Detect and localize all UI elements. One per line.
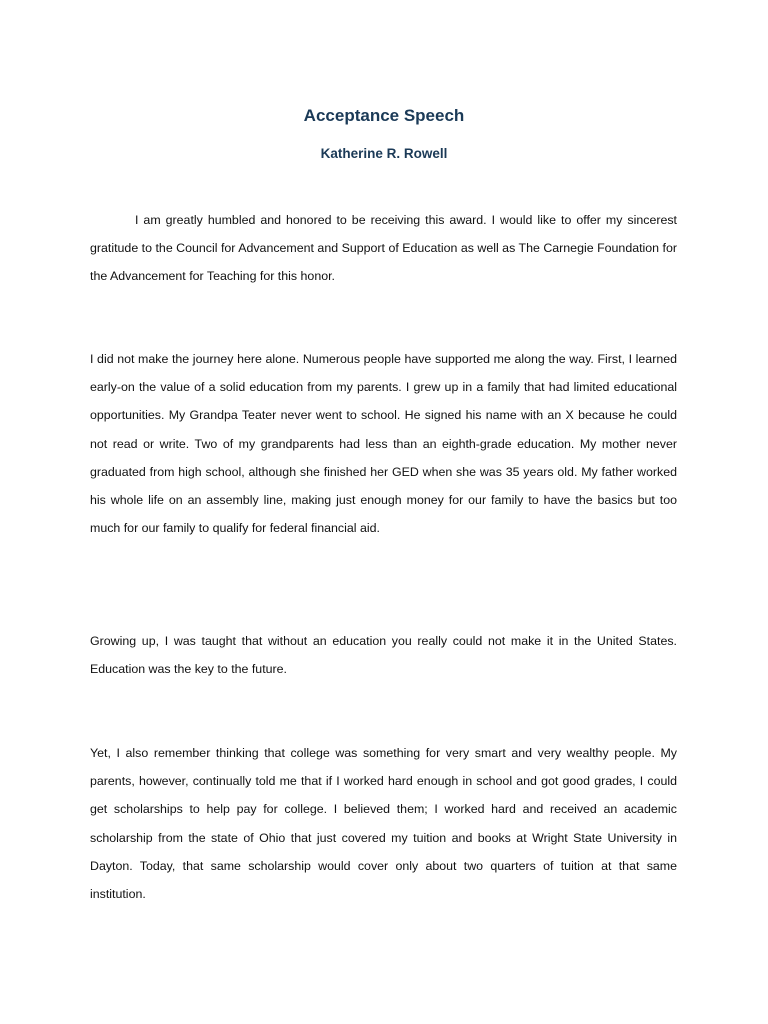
page-title: Acceptance Speech [303, 106, 465, 125]
paragraph-growing-up: Growing up, I was taught that without an education you really could not make it in the United States. Education was the key to the future. [90, 634, 677, 677]
paragraph-gratitude: I am greatly humbled and honored to be receiving this award. I would like to offer my sincerest gratitude to the Council for Advancement and Support of Education as well as The Carnegie Foundation for the Advancement for Teaching for this honor. [90, 213, 677, 284]
paragraph-journey: I did not make the journey here alone. Numerous people have supported me along the way. First, I learned early-on the value of a solid education from my parents. I grew up in a family that had limited educational opportunities. My Grandpa Teater never went to school. He signed his name with an X because he could not read or write. Two of my grandparents had less than an eighth-grade education. My mother never graduated from high school, although she finished her GED when she was 35 years old. My father worked his whole life on an assembly line, making just enough money for our family to have the basics but too much for our family to qualify for federal financial aid. [90, 352, 677, 536]
paragraph-college: Yet, I also remember thinking that college was something for very smart and very wealthy people. My parents, however, continually told me that if I worked hard enough in school and got good grades, I could get scholarships to help pay for college. I believed them; I worked hard and received an academic scholarship from the state of Ohio that just covered my tuition and books at Wright State University in Dayton. Today, that same scholarship would cover only about two quarters of tuition at that same institution. [90, 746, 677, 902]
author-name: Katherine R. Rowell [320, 146, 448, 161]
